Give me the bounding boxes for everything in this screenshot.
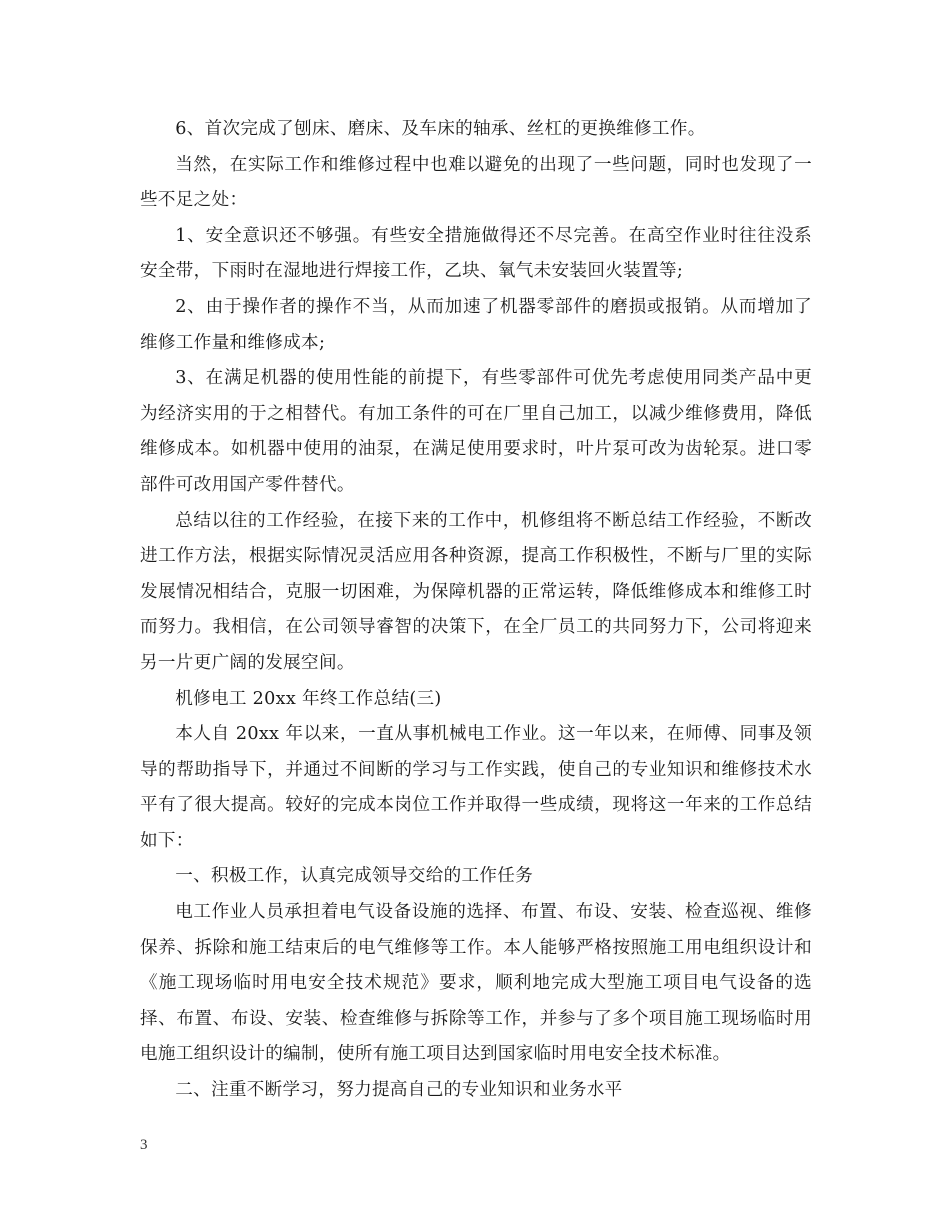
paragraph-conclusion: 总结以往的工作经验，在接下来的工作中，机修组将不断总结工作经验，不断改进工作方法，根据实际情况灵活应用各种资源，提高工作积极性，不断与厂里的实际发展情况相结合，克服一切困难，为保障机器的正常运转，降低维修成本和维修工时而努力。我相信，在公司领导睿智的决策下，在全厂员工的共同努力下，公司将迎来另一片更广阔的发展空间。	[140, 510, 812, 673]
paragraph-item-6-completed: 6、首次完成了刨床、磨床、及车床的轴承、丝杠的更换维修工作。	[175, 119, 706, 139]
paragraph-issue-2-operation: 2、由于操作者的操作不当，从而加速了机器零部件的磨损或报销。从而增加了维修工作量和维修成本;	[140, 296, 812, 353]
paragraph-electrician-duties: 电工作业人员承担着电气设备设施的选择、布置、布设、安装、检查巡视、维修保养、拆除和施工结束后的电气维修等工作。本人能够严格按照施工用电组织设计和《施工现场临时用电安全技术规范》要求，顺利地完成大型施工项目电气设备的选择、布置、布设、安装、检查维修与拆除等工作，并参与了多个项目施工现场临时用电施工组织设计的编制，使所有施工项目达到国家临时用电安全技术标准。	[140, 902, 812, 1065]
heading-section-2: 二、注重不断学习，努力提高自己的专业知识和业务水平	[175, 1080, 623, 1101]
heading-section-1: 一、积极工作，认真完成领导交给的工作任务	[175, 866, 534, 887]
document-body	[140, 112, 812, 1109]
paragraph-summary-intro: 本人自 20xx 年以来，一直从事机械电工作业。这一年以来，在师傅、同事及领导的帮助指导下，并通过不间断的学习与工作实践，使自己的专业知识和维修技术水平有了很大提高。较好的完成本岗位工作并取得一些成绩，现将这一年来的工作总结如下：	[140, 724, 812, 851]
paragraph-problems-intro: 当然，在实际工作和维修过程中也难以避免的出现了一些问题，同时也发现了一些不足之处：	[140, 154, 812, 211]
section-title-summary-3: 机修电工 20xx 年终工作总结(三)	[175, 688, 442, 709]
paragraph-issue-1-safety: 1、安全意识还不够强。有些安全措施做得还不尽完善。在高空作业时往往没系安全带，下雨时在湿地进行焊接工作，乙块、氧气未安装回火装置等;	[140, 225, 812, 282]
paragraph-issue-3-parts: 3、在满足机器的使用性能的前提下，有些零部件可优先考虑使用同类产品中更为经济实用的于之相替代。有加工条件的可在厂里自己加工，以减少维修费用，降低维修成本。如机器中使用的油泵，在满足使用要求时，叶片泵可改为齿轮泵。进口零部件可改用国产零件替代。	[140, 368, 812, 495]
page-number: 3	[140, 1137, 148, 1153]
